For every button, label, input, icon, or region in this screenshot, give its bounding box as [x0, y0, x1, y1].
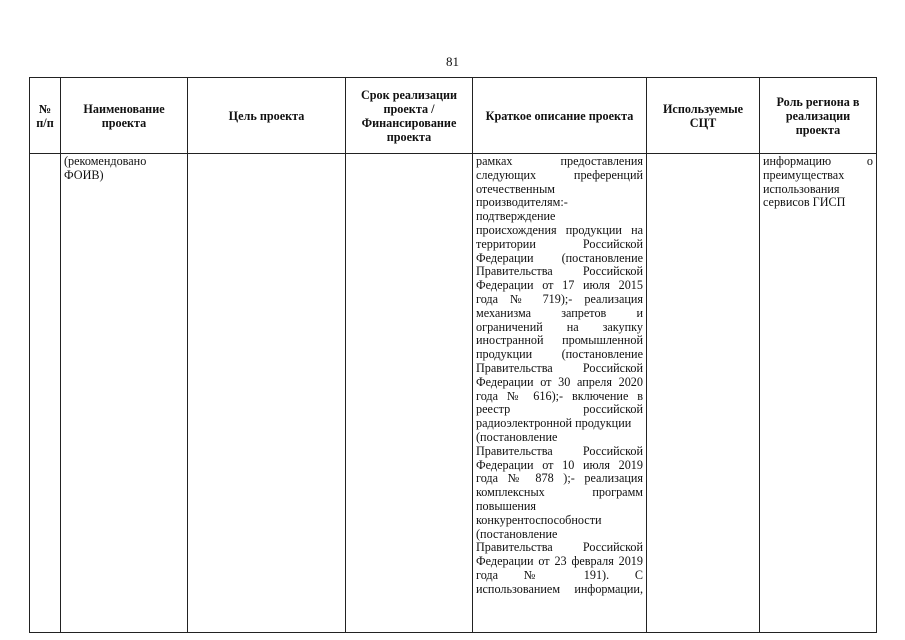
- description-line: (постановление: [476, 526, 558, 541]
- region-role-line: информацию о: [763, 154, 873, 168]
- description-line: (постановление: [476, 429, 558, 444]
- header-project-goal: Цель проекта: [188, 78, 346, 154]
- region-role-line: сервисов ГИСП: [763, 195, 846, 210]
- description-line: отечественным: [476, 181, 555, 196]
- description-line: Правительства Российской: [476, 443, 643, 458]
- table-row: [30, 154, 877, 633]
- description-line: механизма запретов и: [476, 305, 643, 320]
- description-line: подтверждение: [476, 209, 556, 224]
- description-line: Правительства Российской: [476, 540, 643, 555]
- description-line: года № 878 );- реализация: [476, 471, 643, 486]
- description-line: повышения: [476, 498, 537, 513]
- description-line: Правительства Российской: [476, 264, 643, 279]
- header-used-sct: Используемые СЦТ: [647, 78, 760, 154]
- description-line: Федерации от 23 февраля 2019: [476, 554, 643, 569]
- description-line: Правительства Российской: [476, 360, 643, 375]
- region-role-line: использования: [763, 181, 840, 196]
- description-line: радиоэлектронной продукции: [476, 416, 632, 431]
- region-role-line: преимуществах: [763, 167, 845, 182]
- cell-project-description: [473, 154, 647, 633]
- description-line: конкурентоспособности: [476, 512, 602, 527]
- description-line: следующих преференций: [476, 167, 643, 182]
- description-line: продукции (постановление: [476, 347, 643, 362]
- cell-used-sct: [647, 154, 760, 633]
- description-line: использованием информации,: [476, 581, 643, 596]
- header-number: № п/п: [30, 78, 61, 154]
- description-line: производителям:-: [476, 195, 568, 210]
- header-region-role: Роль региона в реализации проекта: [760, 78, 877, 154]
- description-line: года № 191). С: [476, 567, 643, 582]
- description-line: реестр российской: [476, 402, 643, 417]
- cell-project-term: [346, 154, 473, 633]
- description-line: Федерации (постановление: [476, 250, 643, 265]
- cell-project-goal: [188, 154, 346, 633]
- description-line: Федерации от 30 апреля 2020: [476, 374, 643, 389]
- header-project-term: Срок реализации проекта / Финансирование проекта: [346, 78, 473, 154]
- description-line: Федерации от 17 июля 2015: [476, 278, 643, 293]
- description-line: комплексных программ: [476, 485, 643, 500]
- cell-project-name: [61, 154, 188, 633]
- description-line: года № 719);- реализация: [476, 291, 643, 306]
- description-line: года № 616);- включение в: [476, 388, 643, 403]
- description-line: Федерации от 10 июля 2019: [476, 457, 643, 472]
- cell-number: [30, 154, 61, 633]
- header-row: [30, 78, 877, 154]
- description-line: ограничений на закупку: [476, 319, 643, 334]
- project-name-line: ФОИВ): [64, 167, 104, 182]
- description-line: территории Российской: [476, 236, 643, 251]
- header-project-name: Наименование проекта: [61, 78, 188, 154]
- project-name-line: (рекомендовано: [64, 154, 147, 168]
- description-line: рамках предоставления: [476, 154, 643, 168]
- page-number: 81: [446, 54, 459, 69]
- projects-table: [29, 77, 877, 633]
- cell-region-role: [760, 154, 877, 633]
- description-line: происхождения продукции на: [476, 222, 643, 237]
- description-line: иностранной промышленной: [476, 333, 643, 348]
- header-project-description: Краткое описание проекта: [473, 78, 647, 154]
